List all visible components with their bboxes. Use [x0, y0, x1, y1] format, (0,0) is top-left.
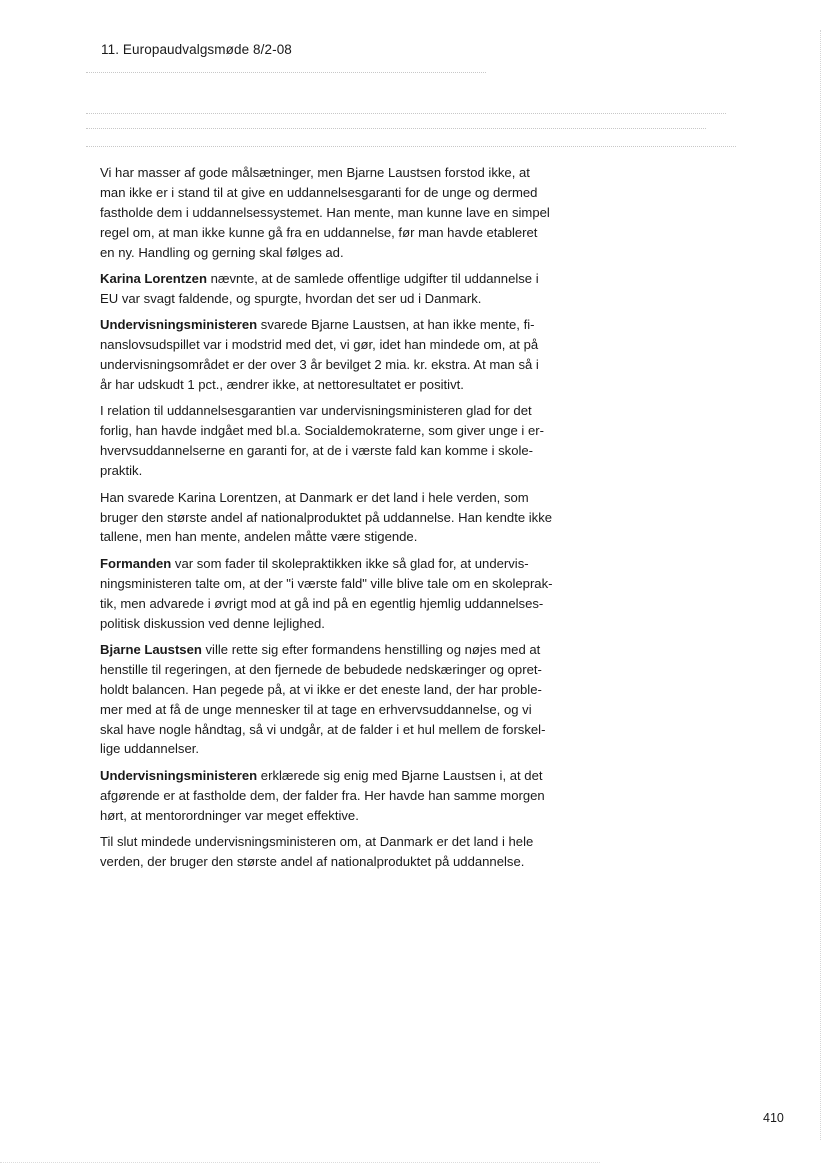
text-line: Til slut mindede undervisningsministeren om, at Danmark er det land i hele [100, 834, 534, 850]
text-line: man ikke er i stand til at give en uddannelsesgaranti for de unge og dermed [100, 184, 538, 200]
text-line: verden, der bruger den største andel af nationalproduktet på uddannelse. [100, 854, 525, 869]
text-line: henstille til regeringen, at den fjernede de bebudede nedskæringer og opret- [100, 661, 542, 677]
text-line [100, 766, 580, 786]
text-line: skal have nogle håndtag, så vi undgår, at de falder i et hul mellem de forskel- [100, 721, 546, 737]
speaker-name: Bjarne Laustsen [100, 641, 202, 657]
text-line [100, 315, 580, 335]
text-span: nævnte, at de samlede offentlige udgifter til uddannelse i [206, 271, 539, 287]
text-line: år har udskudt 1 pct., ændrer ikke, at nettoresultatet er positivt. [100, 377, 464, 393]
text-line: politisk diskussion ved denne lejlighed. [100, 615, 325, 631]
text-line: bruger den største andel af nationalproduktet på uddannelse. Han kendte ikke [100, 509, 553, 525]
text-line: fastholde dem i uddannelsessystemet. Han mente, man kunne lave en simpel [100, 204, 550, 220]
text-line: regel om, at man ikke kunne gå fra en uddannelse, før man havde etableret [100, 224, 538, 240]
paragraph [100, 401, 580, 481]
text-line: EU var svagt faldende, og spurgte, hvordan det ser ud i Danmark. [100, 290, 482, 306]
text-line: holdt balancen. Han pegede på, at vi ikke er det eneste land, der har proble- [100, 681, 542, 697]
text-line: en ny. Handling og gerning skal følges ad. [100, 244, 344, 260]
text-line: hvervsuddannelserne en garanti for, at de i værste fald kan komme i skole- [100, 443, 534, 459]
text-line: lige uddannelser. [100, 741, 200, 757]
scan-artifact-line [86, 113, 726, 114]
text-line: Vi har masser af gode målsætninger, men Bjarne Laustsen forstod ikke, at [100, 165, 530, 180]
paragraph [100, 315, 580, 395]
text-line: tik, men advarede i øvrigt mod at gå ind på en egentlig hjemlig uddannelses- [100, 595, 544, 611]
speaker-name: Undervisningsministeren [100, 767, 258, 783]
text-line: undervisningsområdet er der over 3 år bevilget 2 mia. kr. ekstra. At man så i [100, 357, 539, 373]
text-line: mer med at få de unge mennesker til at tage en erhvervsuddannelse, og vi [100, 701, 532, 717]
text-span: svarede Bjarne Laustsen, at han ikke mente, fi- [257, 317, 535, 333]
paragraph [100, 163, 580, 263]
text-line: praktik. [100, 463, 143, 479]
paragraph [100, 832, 580, 872]
scan-edge-border [820, 30, 821, 1140]
page-number: 410 [763, 1111, 784, 1125]
text-span: var som fader til skolepraktikken ikke så glad for, at undervis- [171, 555, 529, 571]
text-line: hørt, at mentorordninger var meget effektive. [100, 807, 359, 823]
text-line: tallene, men han mente, andelen måtte være stigende. [100, 529, 418, 545]
text-line: nanslovsudspillet var i modstrid med det, vi gør, idet han mindede om, at på [100, 337, 539, 353]
text-line: I relation til uddannelsesgarantien var undervisningsministeren glad for det [100, 403, 532, 419]
text-line: Han svarede Karina Lorentzen, at Danmark er det land i hele verden, som [100, 489, 529, 505]
text-line: forlig, han havde indgået med bl.a. Socialdemokraterne, som giver unge i er- [100, 423, 544, 439]
text-line [100, 640, 580, 660]
paragraph [100, 640, 580, 759]
text-line [100, 269, 580, 289]
text-line: afgørende er at fastholde dem, der falder fra. Her havde han samme morgen [100, 787, 545, 803]
paragraph [100, 554, 580, 634]
scan-artifact-line [86, 146, 736, 147]
text-span: ville rette sig efter formandens henstilling og nøjes med at [201, 641, 541, 657]
page-header-title: 11. Europaudvalgsmøde 8/2-08 [101, 42, 292, 57]
scan-artifact-line [0, 1162, 600, 1163]
scan-artifact-line [86, 128, 706, 129]
scan-artifact-line [86, 72, 486, 73]
text-span: erklærede sig enig med Bjarne Laustsen i, at det [257, 767, 543, 783]
document-body [100, 163, 580, 878]
speaker-name: Formanden [100, 555, 172, 571]
text-line: ningsministeren talte om, at der "i værste fald" ville blive tale om en skoleprak- [100, 575, 553, 591]
speaker-name: Undervisningsministeren [100, 317, 258, 333]
speaker-name: Karina Lorentzen [100, 271, 207, 287]
paragraph [100, 269, 580, 309]
text-line [100, 554, 580, 574]
paragraph [100, 766, 580, 826]
paragraph [100, 488, 580, 548]
